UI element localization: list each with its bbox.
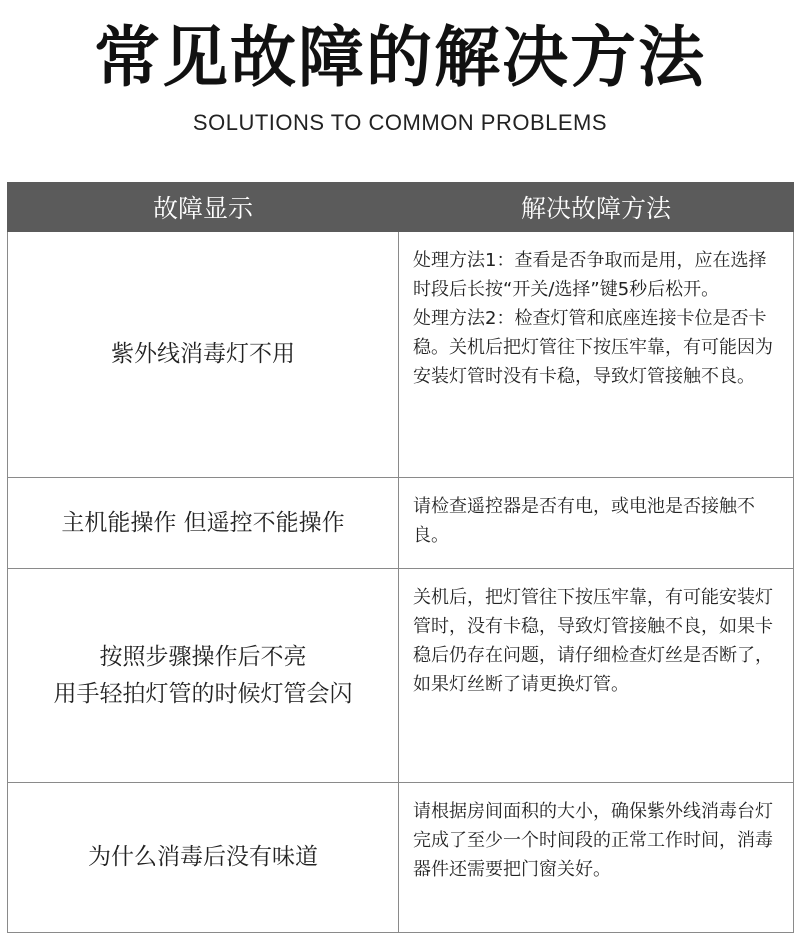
problem-cell xyxy=(8,232,399,478)
problem-cell xyxy=(8,569,399,783)
table-row xyxy=(8,569,794,783)
column-header-solution: 解决故障方法 xyxy=(399,183,794,232)
table-row xyxy=(8,783,794,933)
faq-table xyxy=(7,182,794,933)
page-title: 常见故障的解决方法 xyxy=(94,19,706,96)
column-header-problem: 故障显示 xyxy=(8,183,399,232)
table-header-row xyxy=(8,183,794,232)
solution-cell xyxy=(399,478,794,569)
solution-text: 请检查遥控器是否有电，或电池是否接触不良。 xyxy=(413,496,755,546)
solution-text: 请根据房间面积的大小，确保紫外线消毒台灯完成了至少一个时间段的正常工作时间，消毒器件还需要把门窗关好。 xyxy=(413,801,773,880)
page-subtitle: SOLUTIONS TO COMMON PROBLEMS xyxy=(192,110,608,135)
problem-text: 主机能操作 但遥控不能操作 xyxy=(61,509,345,536)
problem-cell xyxy=(8,478,399,569)
problem-text: 为什么消毒后没有味道 xyxy=(88,844,318,870)
problem-text: 紫外线消毒灯不用 xyxy=(111,341,295,367)
solution-cell xyxy=(399,232,794,478)
problem-text: 按照步骤操作后不亮 xyxy=(99,643,307,670)
solution-text: 关机后，把灯管往下按压牢靠，有可能安装灯管时，没有卡稳，导致灯管接触不良，如果卡稳后仍存在问题，请仔细检查灯丝是否断了，如果灯丝断了请更换灯管。 xyxy=(413,587,773,695)
solution-cell xyxy=(399,569,794,783)
solution-text: 处理方法1：查看是否争取而是用，应在选择时段后长按“开关/选择”键5秒后松开。 xyxy=(413,250,767,300)
solution-cell xyxy=(399,783,794,933)
problem-cell xyxy=(8,783,399,933)
solution-text: 处理方法2：检查灯管和底座连接卡位是否卡稳。关机后把灯管往下按压牢靠，有可能因为安装灯管时没有卡稳，导致灯管接触不良。 xyxy=(413,308,773,387)
problem-text: 用手轻拍灯管的时候灯管会闪 xyxy=(53,680,353,707)
table-row xyxy=(8,232,794,478)
table-row xyxy=(8,478,794,569)
